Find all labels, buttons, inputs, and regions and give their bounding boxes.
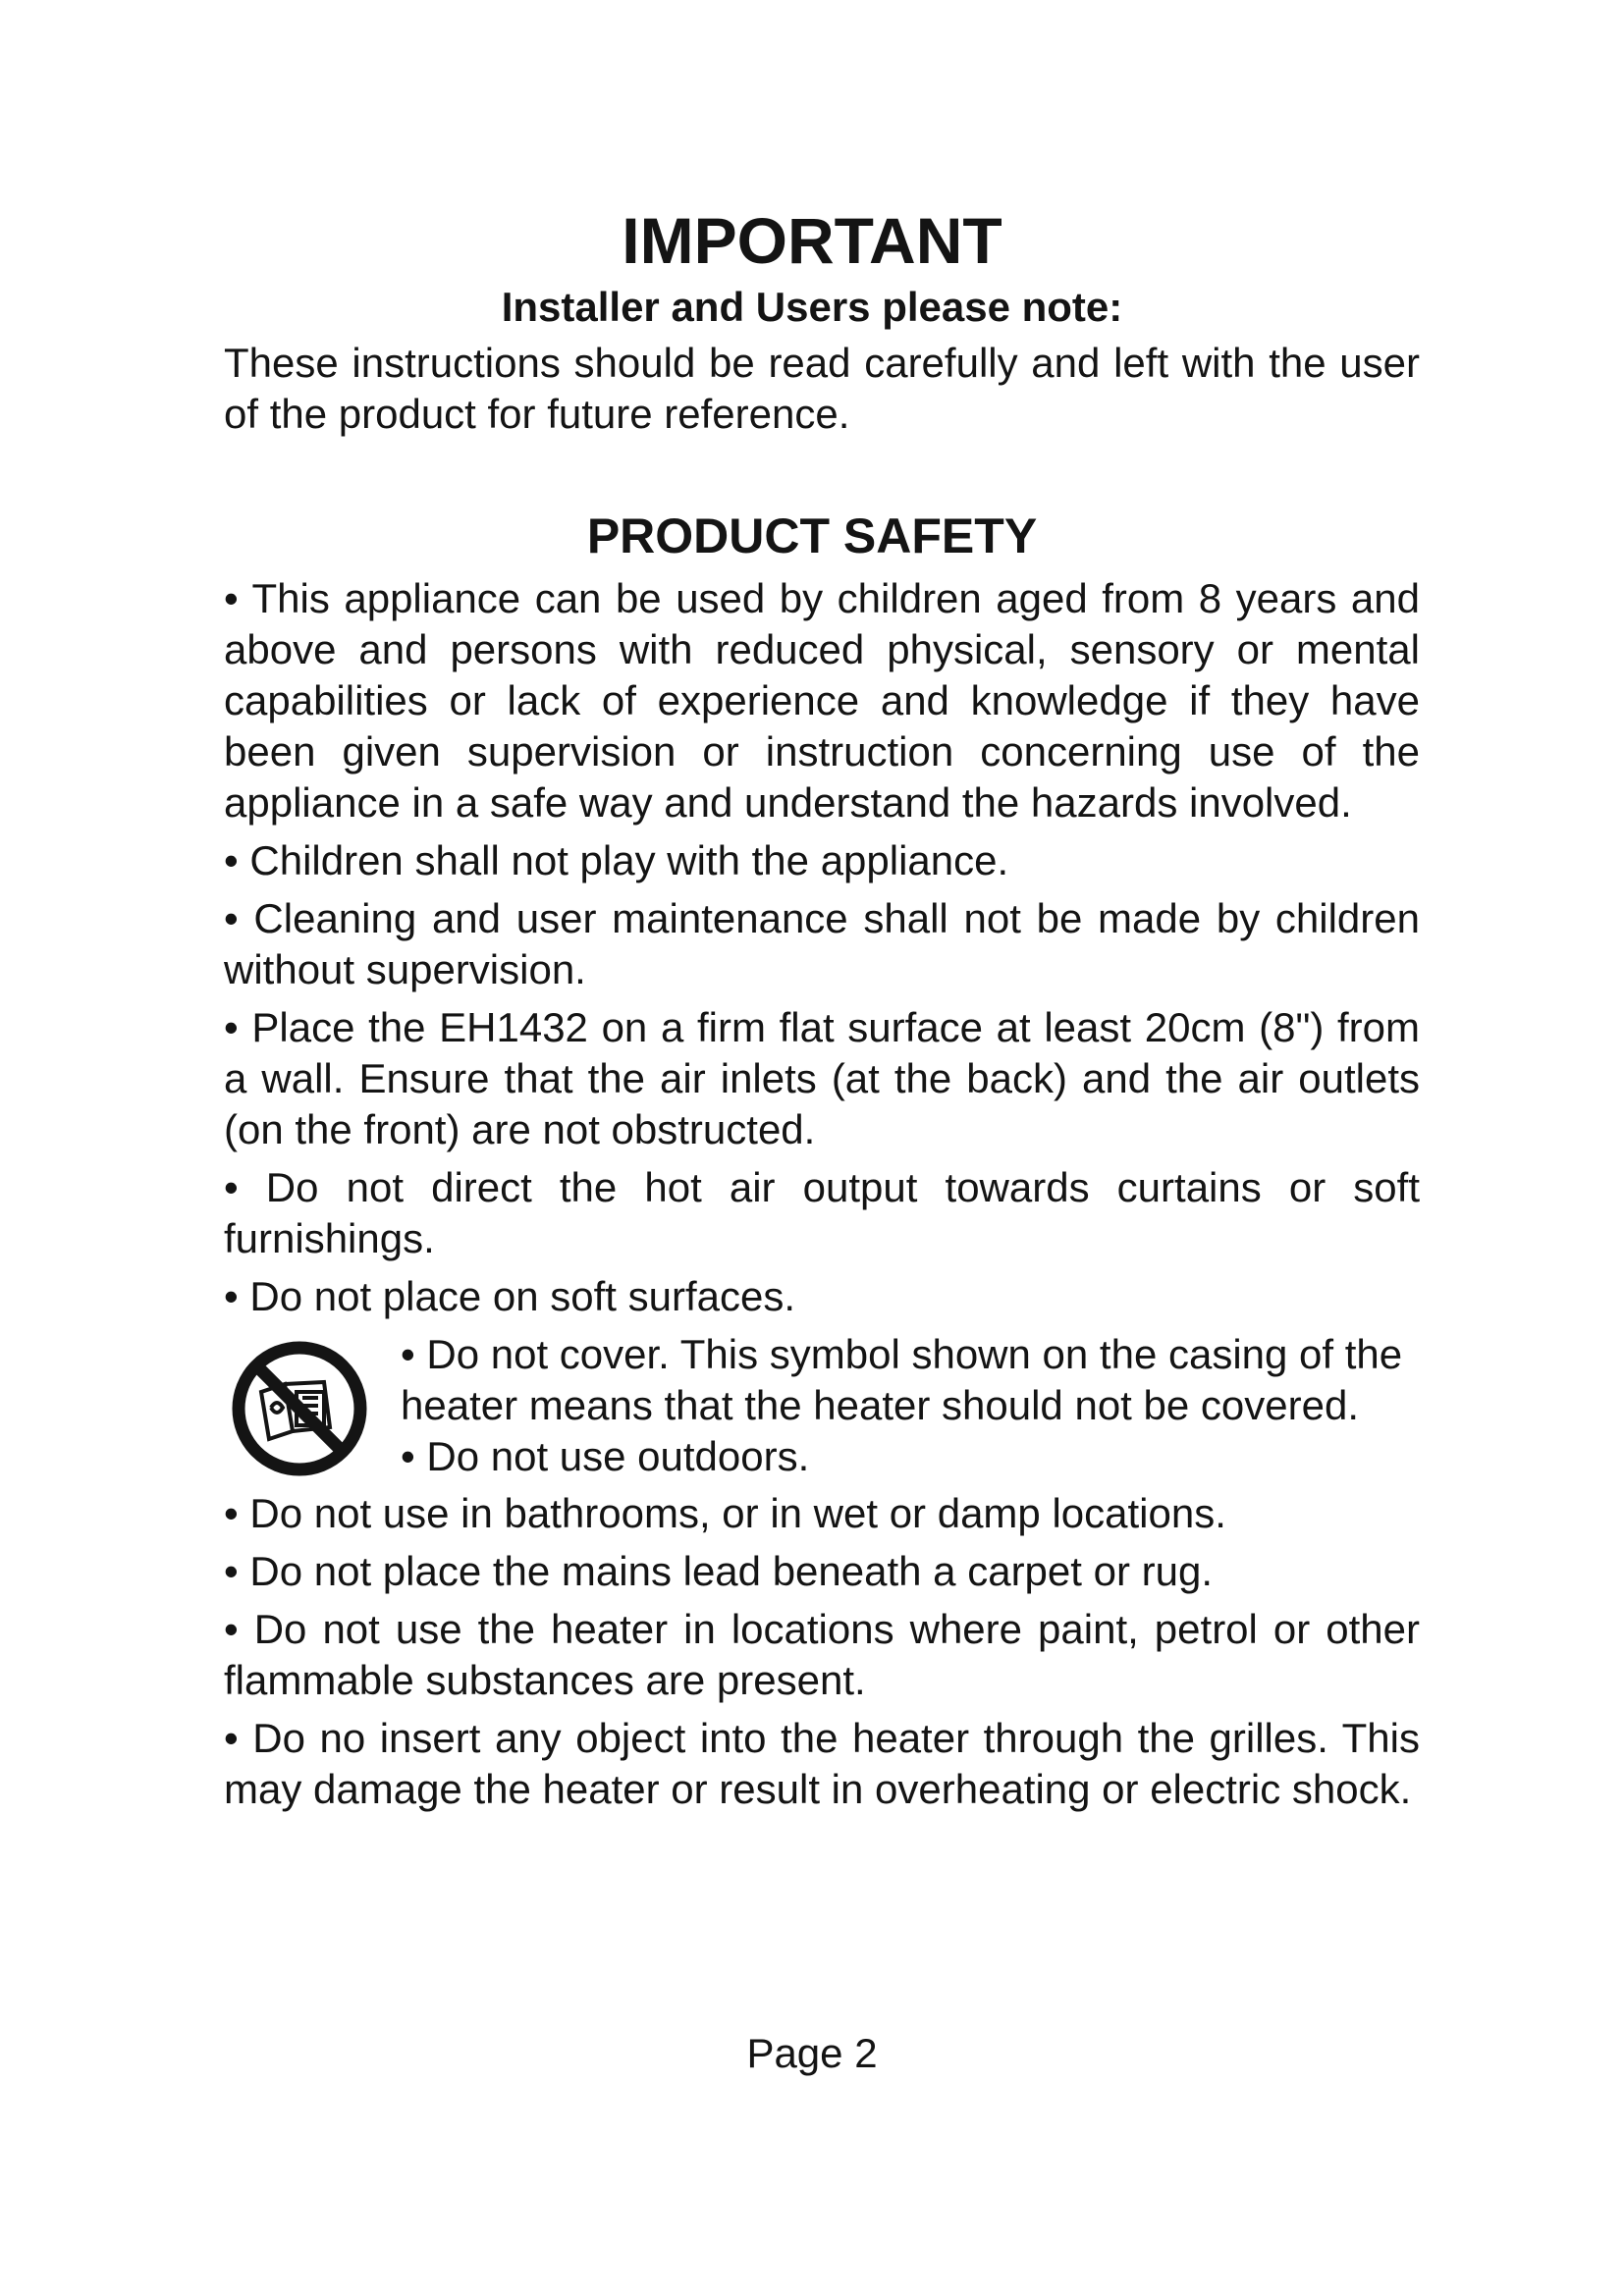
safety-item: • Place the EH1432 on a firm flat surface at least 20cm (8") from a wall. Ensure that the air inlets (at the back) and the air outlets (on the front) are not obstructed. xyxy=(224,1004,1420,1152)
do-not-cover-icon xyxy=(228,1337,371,1480)
safety-item: • Do not use the heater in locations where paint, petrol or other flammable substances are present. xyxy=(224,1606,1420,1703)
safety-list xyxy=(224,573,1420,1822)
intro-paragraph: These instructions should be read carefully and left with the user of the product for future reference. xyxy=(224,340,1420,437)
safety-item: • This appliance can be used by children aged from 8 years and above and persons with reduced physical, sensory or mental capabilities or lack of experience and knowledge if they have been given supervision or instruction concerning use of the appliance in a safe way and understand the hazards involved. xyxy=(224,575,1420,826)
safety-item: • Do not place on soft surfaces. xyxy=(224,1273,796,1319)
page-number: Page 2 xyxy=(746,2030,878,2076)
page-subtitle: Installer and Users please note: xyxy=(501,284,1123,330)
safety-item: • Children shall not play with the appliance. xyxy=(224,837,1009,883)
safety-item: • Do not use in bathrooms, or in wet or damp locations. xyxy=(224,1490,1226,1536)
section-title: PRODUCT SAFETY xyxy=(586,508,1038,563)
safety-item: • Do no insert any object into the heater through the grilles. This may damage the heater or result in overheating or electric shock. xyxy=(224,1715,1420,1812)
safety-item: • Do not place the mains lead beneath a carpet or rug. xyxy=(224,1548,1213,1594)
page-title: IMPORTANT xyxy=(622,204,1002,277)
do-not-cover-block xyxy=(224,1329,1420,1482)
safety-item: • Do not cover. This symbol shown on the casing of the heater means that the heater should not be covered. xyxy=(401,1331,1403,1428)
safety-item: • Cleaning and user maintenance shall not be made by children without supervision. xyxy=(224,895,1420,992)
safety-item: • Do not use outdoors. xyxy=(401,1433,810,1479)
safety-item: • Do not direct the hot air output towards curtains or soft furnishings. xyxy=(224,1164,1420,1261)
